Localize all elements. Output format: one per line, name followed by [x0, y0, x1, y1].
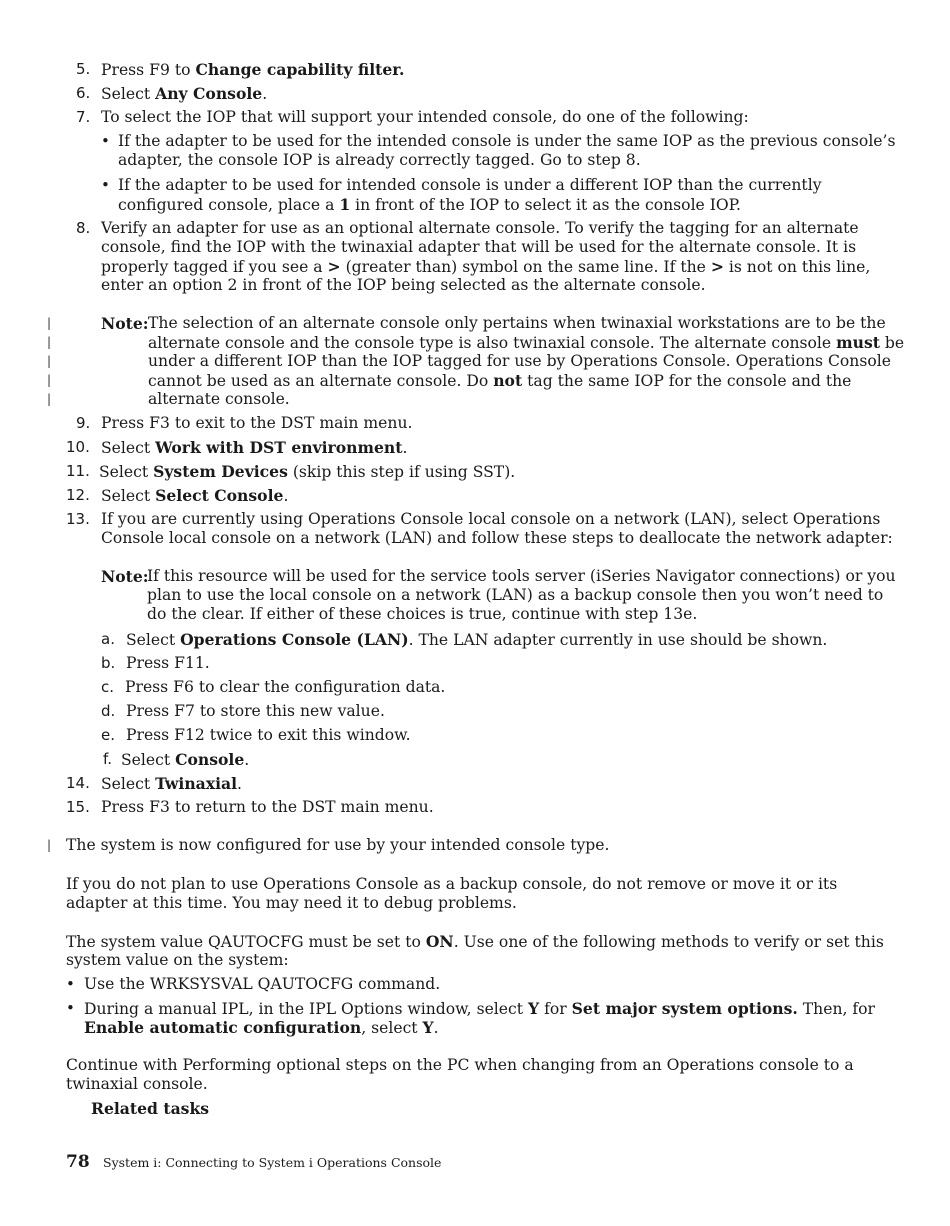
step-number: 10.: [66, 438, 90, 456]
step-11: Select System Devices (skip this step if using SST).: [99, 462, 516, 481]
step-number: 5.: [76, 60, 91, 78]
step-10: Select Work with DST environment.: [101, 438, 408, 457]
bullet-icon: •: [66, 999, 75, 1017]
paragraph-qautocfg-line2: system value on the system:: [66, 951, 289, 969]
step-number: 8.: [76, 219, 91, 237]
bullet-icon: •: [101, 132, 110, 150]
note-1-line5: alternate console.: [148, 390, 290, 408]
change-bar: |: [47, 316, 52, 330]
related-tasks-heading: Related tasks: [91, 1099, 210, 1118]
step-5: Press F9 to Change capability filter.: [101, 60, 405, 79]
step-6: Select Any Console.: [101, 84, 268, 103]
paragraph-qautocfg-line1: The system value QAUTOCFG must be set to ON. Use one of the following methods to verify or set this: [66, 932, 884, 951]
substep-f: Select Console.: [121, 750, 250, 769]
substep-letter: b.: [101, 654, 116, 672]
change-bar: |: [47, 354, 52, 368]
step-15: Press F3 to return to the DST main menu.: [101, 798, 434, 816]
substep-letter: a.: [101, 630, 115, 648]
step-number: 11.: [66, 462, 90, 480]
note-1-line2: alternate console and the console type is also twinaxial console. The alternate console must be: [148, 333, 905, 352]
substep-letter: f.: [103, 750, 112, 768]
page-number: 78: [66, 1152, 90, 1172]
bullet-icon: •: [101, 176, 110, 194]
note-1-line3: under a different IOP than the IOP tagged for use by Operations Console. Operations Console: [148, 352, 891, 370]
paragraph-continue-line2: twinaxial console.: [66, 1075, 208, 1093]
footer-title: System i: Connecting to System i Operations Console: [103, 1155, 442, 1170]
change-bar: |: [47, 838, 52, 852]
substep-letter: c.: [101, 678, 115, 696]
step-13-line2: Console local console on a network (LAN) and follow these steps to deallocate the network adapter:: [101, 529, 893, 547]
step-7-bullet-2-line2: configured console, place a 1 in front of the IOP to select it as the console IOP.: [118, 195, 741, 214]
note-2-line3: do the clear. If either of these choices is true, continue with step 13e.: [147, 605, 698, 623]
paragraph-configured: The system is now configured for use by your intended console type.: [66, 836, 610, 854]
change-bar: |: [47, 392, 52, 406]
step-8-line4: enter an option 2 in front of the IOP being selected as the alternate console.: [101, 276, 706, 294]
paragraph-backup-line1: If you do not plan to use Operations Console as a backup console, do not remove or move it or its: [66, 875, 838, 893]
note-2-line2: plan to use the local console on a network (LAN) as a backup console then you won’t need to: [147, 586, 884, 604]
step-8-line2: console, find the IOP with the twinaxial adapter that will be used for the alternate console. It is: [101, 238, 857, 256]
method-bullet-1: Use the WRKSYSVAL QAUTOCFG command.: [84, 975, 441, 993]
step-7-bullet-1-line2: adapter, the console IOP is already correctly tagged. Go to step 8.: [118, 151, 641, 169]
step-7-bullet-2-line1: If the adapter to be used for intended console is under a different IOP than the currently: [118, 176, 822, 194]
method-bullet-2-line2: Enable automatic configuration, select Y.: [84, 1018, 439, 1037]
paragraph-continue-line1: Continue with Performing optional steps on the PC when changing from an Operations console to a: [66, 1056, 854, 1074]
step-number: 6.: [76, 84, 91, 102]
change-bar: |: [47, 335, 52, 349]
step-7-bullet-1-line1: If the adapter to be used for the intended console is under the same IOP as the previous console’s: [118, 132, 896, 150]
step-number: 14.: [66, 774, 90, 792]
note-1-line4: cannot be used as an alternate console. Do not tag the same IOP for the console and the: [148, 371, 852, 390]
step-8-line3: properly tagged if you see a > (greater than) symbol on the same line. If the > is not on this line,: [101, 257, 871, 276]
note-2-line1: If this resource will be used for the service tools server (iSeries Navigator connections) or you: [147, 567, 896, 585]
method-bullet-2-line1: During a manual IPL, in the IPL Options window, select Y for Set major system options. Then, for: [84, 999, 876, 1018]
step-number: 12.: [66, 486, 90, 504]
substep-letter: d.: [101, 702, 116, 720]
step-number: 7.: [76, 108, 91, 126]
step-9: Press F3 to exit to the DST main menu.: [101, 414, 413, 432]
substep-c: Press F6 to clear the configuration data.: [125, 678, 446, 696]
substep-d: Press F7 to store this new value.: [126, 702, 385, 720]
substep-a: Select Operations Console (LAN). The LAN adapter currently in use should be shown.: [126, 630, 828, 649]
step-number: 9.: [76, 414, 91, 432]
note-1-line1: The selection of an alternate console only pertains when twinaxial workstations are to be the: [148, 314, 886, 332]
bullet-icon: •: [66, 975, 75, 993]
step-number: 13.: [66, 510, 90, 528]
note-label: Note:: [101, 314, 149, 333]
step-number: 15.: [66, 798, 90, 816]
step-7: To select the IOP that will support your intended console, do one of the following:: [101, 108, 749, 126]
substep-e: Press F12 twice to exit this window.: [126, 726, 411, 744]
substep-letter: e.: [101, 726, 115, 744]
step-12: Select Select Console.: [101, 486, 289, 505]
step-14: Select Twinaxial.: [101, 774, 242, 793]
step-8-line1: Verify an adapter for use as an optional alternate console. To verify the tagging for an alternate: [101, 219, 859, 237]
change-bar: |: [47, 373, 52, 387]
substep-b: Press F11.: [126, 654, 210, 672]
step-13-line1: If you are currently using Operations Console local console on a network (LAN), select Operations: [101, 510, 881, 528]
paragraph-backup-line2: adapter at this time. You may need it to debug problems.: [66, 894, 517, 912]
note-label: Note:: [101, 567, 149, 586]
